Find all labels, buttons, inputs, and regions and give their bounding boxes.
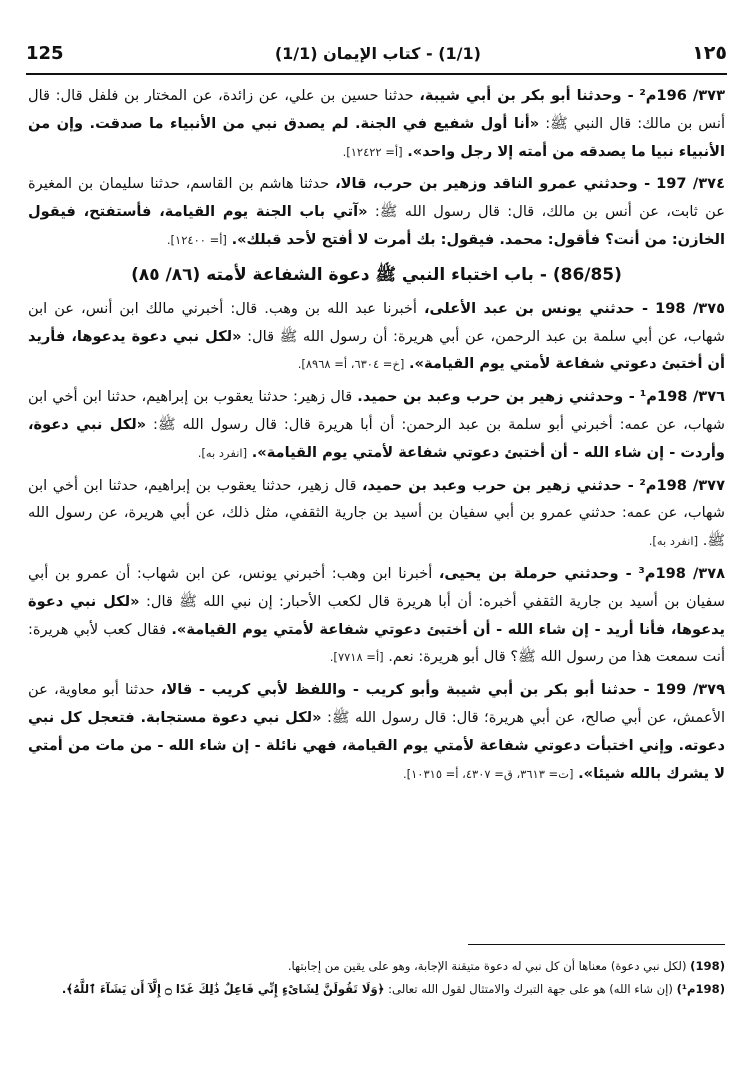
- hadith-chain: أخبرنا عبد الله بن وهب. قال: أخبرني مالك ابن أنس، عن ابن شهاب، عن أبي سلمة بن عبد الرحمن، عن أبي هريرة: أن رسول الله ﷺ قال:: [28, 299, 726, 345]
- hadith-text: «أنا أول شفيع في الجنة. لم يصدق نبي من الأنبياء ما صدقت. وإن من الأنبياء نبيا ما يصدقه من أمته إلا رجل واحد».: [28, 114, 725, 160]
- hadith-chain: حدثنا حسين بن علي، عن زائدة، عن المختار بن فلفل قال: قال أنس بن مالك: قال النبي ﷺ:: [28, 87, 725, 132]
- footnote-verse: ﴿وَلَا تَقُولَنَّ لِشَاىْءٍ إِنِّي فَاعِلٌ ذَٰلِكَ غَدًا ۝ إِلَّآ أَن يَشَآءَ ٱللَّهُ﴾.: [61, 982, 385, 996]
- hadith-reference: [أ= ٧٧١٨].: [329, 650, 384, 665]
- hadith-375: [28, 295, 725, 379]
- hadith-text: «لكل نبي دعوة، وأردت - إن شاء الله - أن أختبئ دعوتي شفاعة لأمتي يوم القيامة».: [28, 415, 725, 461]
- hadith-lead: - حدثني يونس بن عبد الأعلى،: [423, 299, 649, 317]
- main-text: [28, 82, 725, 792]
- chapter-heading: (86/85) - باب اختباء النبي ﷺ دعوة الشفاعة لأمته (٨٦/ ٨٥): [131, 264, 622, 285]
- hadith-number: ٣٧٦/ 198م¹: [639, 388, 726, 406]
- hadith-373: [28, 82, 725, 166]
- hadith-chain: حدثنا هاشم بن القاسم، حدثنا سليمان بن المغيرة عن ثابت، عن أنس بن مالك، قال: قال رسول الله ﷺ:: [28, 175, 726, 221]
- hadith-reference: [انفرد به].: [648, 534, 699, 549]
- page-number-latin: 125: [26, 42, 64, 64]
- hadith-number: ٣٧٩/ 199: [655, 681, 725, 699]
- hadith-379: [28, 676, 725, 788]
- hadith-number: ٣٧٤/ 197: [656, 175, 725, 193]
- hadith-378: [28, 560, 725, 672]
- footnote-rule: [468, 944, 725, 945]
- hadith-lead: - وحدثني حرملة بن يحيى،: [438, 564, 632, 582]
- hadith-reference: [أ= ١٢٤٢٢].: [342, 144, 403, 159]
- hadith-chain: حدثنا أبو معاوية، عن الأعمش، عن أبي صالح، عن أبي هريرة؛ قال: قال رسول الله ﷺ:: [28, 681, 726, 726]
- hadith-text: «لكل نبي دعوة يدعوها، فأريد أن أختبئ دعوتي شفاعة لأمتي يوم القيامة».: [28, 327, 725, 373]
- header-rule: [26, 73, 727, 75]
- hadith-number: ٣٧٣/ 196م²: [639, 87, 725, 104]
- hadith-reference: [أ= ١٢٤٠٠].: [166, 232, 227, 247]
- hadith-lead: - حدثنا أبو بكر بن أبي شيبة وأبو كريب - واللفظ لأبي كريب - قالا،: [160, 681, 650, 699]
- footnotes: [28, 955, 725, 1001]
- hadith-chain: قال زهير: حدثنا يعقوب بن إبراهيم، حدثنا ابن أخي ابن شهاب، عن عمه: أخبرني أبو سلمة بن عبد الرحمن: أن أبا هريرة قال: قال رسول الله ﷺ:: [28, 388, 725, 433]
- footnote-text: (لكل نبي دعوة) معناها أن كل نبي له دعوة متيقنة الإجابة، وهو على يقين من إجابتها.: [287, 959, 687, 973]
- hadith-tail: فقال كعب لأبي هريرة: أنت سمعت هذا من رسول الله ﷺ؟ قال أبو هريرة: نعم.: [28, 620, 725, 666]
- hadith-number: ٣٧٨/ 198م³: [638, 564, 726, 582]
- page-number-arabic: ١٢٥: [692, 42, 727, 64]
- footnote-label: (198): [690, 959, 725, 973]
- footnote-198: [28, 955, 725, 978]
- hadith-377: [28, 472, 725, 556]
- hadith-lead: - وحدثني زهير بن حرب وعبد بن حميد.: [357, 388, 635, 406]
- hadith-text: «لكل نبي دعوة يدعوها، فأنا أريد - إن شاء الله - أن أختبئ دعوتي شفاعة لأمتي يوم القيامة».: [28, 592, 725, 638]
- running-title: (1/1) - كتاب الإيمان (1/1): [274, 43, 481, 63]
- hadith-reference: [انفرد به].: [197, 445, 248, 460]
- hadith-376: [28, 383, 725, 467]
- hadith-reference: [ت= ٣٦١٣، ق= ٤٣٠٧، أ= ١٠٣١٥].: [402, 766, 574, 781]
- hadith-lead: - وحدثنا أبو بكر بن أبي شيبة،: [419, 87, 634, 104]
- hadith-text: «لكل نبي دعوة مستجابة. فتعجل كل نبي دعوته. وإني اختبأت دعوتي شفاعة لأمتي يوم القيامة، فهي نائلة - إن شاء الله - من مات من أمتي لا يشرك بالله شيئا».: [28, 708, 725, 782]
- hadith-chain: أخبرنا ابن وهب: أخبرني يونس، عن ابن شهاب: أن عمرو بن أبي سفيان بن أسيد بن جارية الثقفي أخبره: أن أبا هريرة قال لكعب الأحبار: إن نبي الله ﷺ قال:: [28, 564, 725, 610]
- hadith-chain: قال زهير، حدثنا يعقوب بن إبراهيم، حدثنا ابن أخي ابن شهاب، عن عمه: حدثني عمرو بن أبي سفيان بن أسيد بن جارية الثقفي، مثل ذلك، عن أبي هريرة، عن رسول الله ﷺ.: [28, 476, 725, 550]
- hadith-lead: - وحدثني عمرو الناقد وزهير بن حرب، قالا،: [335, 175, 651, 193]
- hadith-reference: [خ= ٦٣٠٤، أ= ٨٩٦٨].: [297, 357, 405, 372]
- page-header: [26, 36, 727, 70]
- footnote-198m1: [28, 978, 725, 1001]
- hadith-374: [28, 170, 725, 254]
- footnote-label: (198م¹): [676, 982, 725, 996]
- hadith-text: «آتي باب الجنة يوم القيامة، فأستفتح، فيقول الخازن: من أنت؟ فأقول: محمد. فيقول: بك أمرت لا أفتح لأحد قبلك».: [28, 203, 725, 248]
- hadith-lead: - حدثني زهير بن حرب وعبد بن حميد،: [361, 476, 634, 494]
- hadith-number: ٣٧٧/ 198م²: [639, 476, 725, 494]
- footnote-text: (إن شاء الله) هو على جهة التبرك والامتثال لقول الله تعالى:: [388, 982, 673, 996]
- hadith-number: ٣٧٥/ 198: [655, 299, 726, 317]
